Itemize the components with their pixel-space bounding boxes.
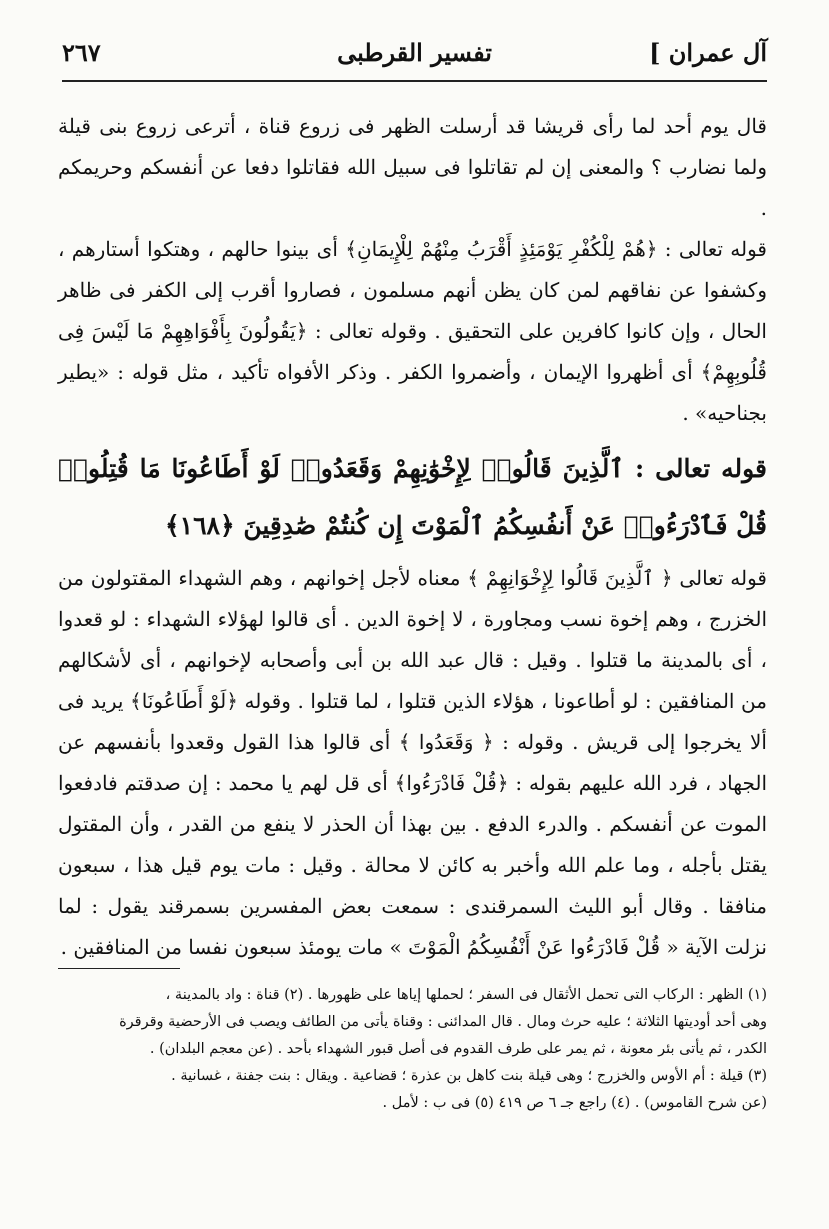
main-text xyxy=(58,106,767,968)
footnotes xyxy=(58,982,767,1117)
footnote-line: (١) الظهر : الركاب التى تحمل الأثقال فى السفر ؛ لحملها إياها على ظهورها . (٢) قناة : واد بالمدينة ، xyxy=(165,987,767,1003)
book-title: تفسير القرطبى xyxy=(337,38,492,67)
surah-title: آل عمران ] xyxy=(649,38,767,67)
page-header xyxy=(62,30,767,80)
header-rule xyxy=(62,80,767,82)
footnote-line: الكدر ، ثم يأتى بئر معونة ، ثم يمر على طرف القدوم فى أصل قبور الشهداء بأحد . (عن معجم البلدان) . xyxy=(149,1041,767,1057)
quran-verse: قوله تعالى : ٱلَّذِينَ قَالُوا۟ لِإِخْوَٰنِهِمْ وَقَعَدُوا۟ لَوْ أَطَاعُونَا مَا قُتِلُوا۟ قُلْ فَٱدْرَءُوا۟ عَنْ أَنفُسِكُمُ ٱلْمَوْتَ إِن كُنتُمْ صَٰدِقِينَ ﴿١٦٨﴾ xyxy=(58,454,767,540)
footnote-rule xyxy=(58,968,180,969)
paragraph-2: قوله تعالى : ﴿هُمْ لِلْكُفْرِ يَوْمَئِذٍ أَقْرَبُ مِنْهُمْ لِلْإِيمَانِ﴾ أى بينوا حالهم ، وهتكوا أستارهم ، وكشفوا عن نفاقهم لمن كان يظن أنهم مسلمون ، فصاروا أقرب إلى الكفر فى ظاهر الحال ، وإن كانوا كافرين على التحقيق . وقوله تعالى : ﴿يَقُولُونَ بِأَفْوَاهِهِمْ مَا لَيْسَ فِى قُلُوبِهِمْ﴾ أى أظهروا الإيمان ، وأضمروا الكفر . وذكر الأفواه تأكيد ، مثل قوله : «يطير بجناحيه» . xyxy=(58,237,767,425)
footnote-line: (عن شرح القاموس) . (٤) راجع جـ ٦ ص ٤١٩ (٥) فى ب : لأمل . xyxy=(382,1095,767,1111)
paragraph-3: قوله تعالى ﴿ ٱلَّذِينَ قَالُوا لِإِخْوَانِهِمْ ﴾ معناه لأجل إخوانهم ، وهم الشهداء المقتولون من الخزرج ، وهم إخوة نسب ومجاورة ، لا إخوة الدين . أى قالوا لهؤلاء الشهداء : لو قعدوا ، أى بالمدينة ما قتلوا . وقيل : قال عبد الله بن أبى وأصحابه لإخوانهم ، أى لأشكالهم من المنافقين : لو أطاعونا ، هؤلاء الذين قتلوا ، لما قتلوا . وقوله ﴿لَوْ أَطَاعُونَا﴾ يريد فى ألا يخرجوا إلى قريش . وقوله : ﴿ وَقَعَدُوا ﴾ أى قالوا هذا القول وقعدوا بأنفسهم عن الجهاد ، فرد الله عليهم بقوله : ﴿قُلْ فَادْرَءُوا﴾ أى قل لهم يا محمد : إن صدقتم فادفعوا الموت عن أنفسكم . والدرء الدفع . بين بهذا أن الحذر لا ينفع من القدر ، وأن المقتول يقتل بأجله ، وما علم الله وأخبر به كائن لا محالة . وقيل : مات يوم قيل هذا ، سبعون منافقا . وقال أبو الليث السمرقندى : سمعت بعض المفسرين بسمرقند يقول : لما نزلت الآية « قُلْ فَادْرَءُوا عَنْ أَنْفُسِكُمُ الْمَوْتَ » مات يومئذ سبعون نفسا من المنافقين . xyxy=(58,566,767,959)
footnote-line: (٣) قيلة : أم الأوس والخزرج ؛ وهى قيلة بنت كاهل بن عذرة ؛ قضاعية . ويقال : بنت جفنة ، غسانية . xyxy=(171,1068,767,1084)
page-number: ٢٦٧ xyxy=(62,38,101,67)
footnote-line: وهى أحد أوديتها الثلاثة ؛ عليه حرث ومال . قال المدائنى : وقناة يأتى من الطائف ويصب فى الأرحضية وقرقرة xyxy=(119,1014,767,1030)
paragraph-1: قال يوم أحد لما رأى قريشا قد أرسلت الظهر فى زروع قناة ، أترعى زروع بنى قيلة ولما نضارب ؟ والمعنى إن لم تقاتلوا فى سبيل الله فقاتلوا دفعا عن أنفسكم وحريمكم . xyxy=(58,114,767,220)
